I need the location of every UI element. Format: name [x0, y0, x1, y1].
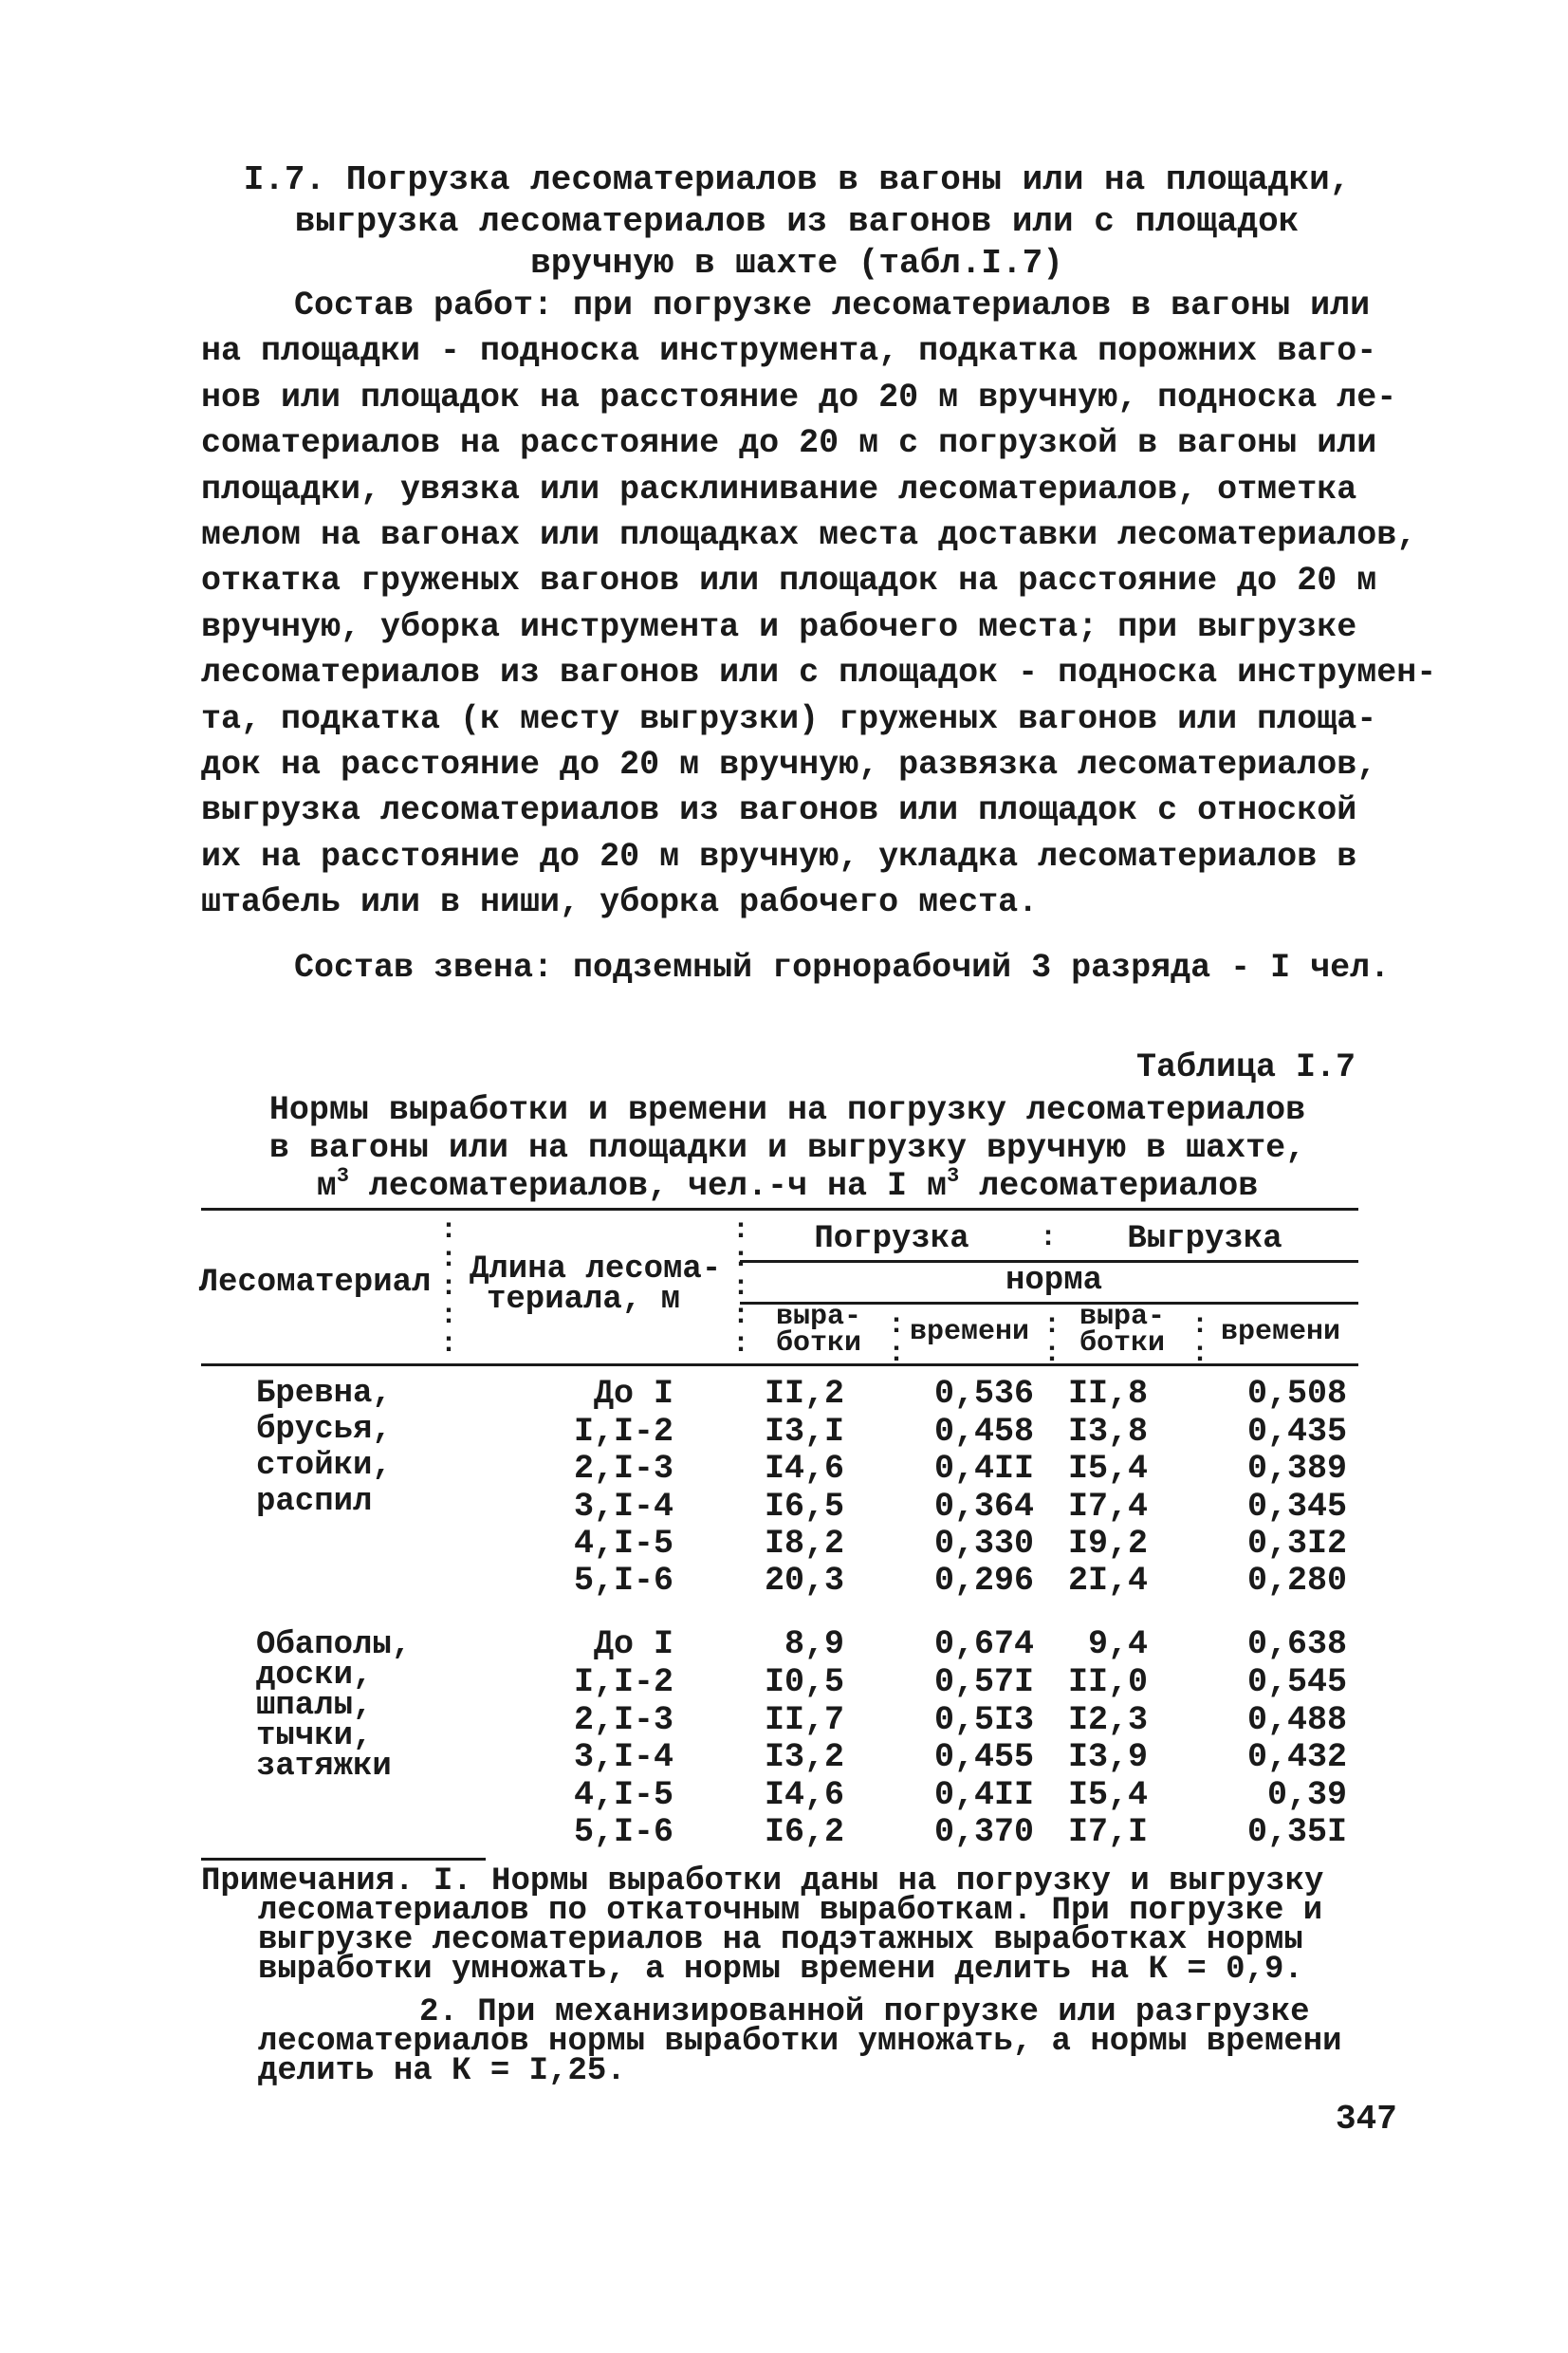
paragraph-line: Состав работ: при погрузке лесоматериалов в вагоны или: [294, 287, 1371, 324]
caption-line: Нормы выработки и времени на погрузку лесоматериалов: [268, 1091, 1306, 1129]
caption-line: в вагоны или на площадки и выгрузку вручную в шахте,: [268, 1129, 1306, 1167]
paragraph-line: нов или площадок на расстояние до 20 м вручную, подноска ле-: [201, 378, 1397, 417]
cell-load-time: 0,296: [933, 1562, 1034, 1600]
table-label: Таблица I.7: [1135, 1048, 1356, 1086]
cell-load-time: 0,536: [933, 1375, 1034, 1413]
header-unload-output: [1053, 1301, 1191, 1360]
cell-load-output: II,7: [764, 1701, 844, 1739]
header-unloading: Выгрузка: [1127, 1221, 1282, 1257]
cell-unload-time: 0,488: [1246, 1701, 1347, 1739]
paragraph-line: та, подкатка (к месту выгрузки) груженых вагонов или площа-: [201, 699, 1377, 738]
cell-length: До I: [593, 1625, 673, 1663]
cell-unload-output: I7,4: [1067, 1488, 1148, 1526]
cell-unload-output: 2I,4: [1067, 1562, 1148, 1600]
table-top-rule: [201, 1208, 1358, 1211]
cell-load-time: 0,5I3: [933, 1701, 1034, 1739]
work-composition-paragraph: [201, 283, 1437, 926]
cell-unload-output: I7,I: [1067, 1813, 1148, 1851]
cell-unload-output: I2,3: [1067, 1701, 1148, 1739]
cell-unload-output: 9,4: [1087, 1625, 1148, 1663]
cell-load-output: II,2: [764, 1375, 844, 1413]
cell-load-output: I4,6: [764, 1776, 844, 1814]
cell-load-output: I8,2: [764, 1525, 844, 1563]
header-output-line: ботки: [1079, 1327, 1165, 1360]
cell-length: 5,I-6: [573, 1813, 673, 1851]
material-group-logs: [256, 1376, 392, 1520]
cell-unload-time: 0,39: [1266, 1776, 1347, 1814]
cell-load-time: 0,57I: [933, 1663, 1034, 1701]
header-separator: :: [1040, 1222, 1058, 1254]
cell-unload-output: I3,8: [1067, 1413, 1148, 1451]
header-load-time: времени: [909, 1316, 1030, 1348]
header-norm: норма: [1005, 1263, 1103, 1299]
notes-separator: [201, 1858, 486, 1861]
header-load-output: [749, 1301, 888, 1360]
note-line: лесоматериалов по откаточным выработкам. При погрузке и: [258, 1893, 1323, 1929]
cell-load-output: I6,5: [764, 1488, 844, 1526]
section-title-line: выгрузка лесоматериалов из вагонов или с площадок: [294, 202, 1300, 241]
material-line: шпалы,: [256, 1688, 373, 1724]
cell-unload-time: 0,432: [1246, 1738, 1347, 1776]
material-line: брусья,: [256, 1412, 392, 1448]
cell-length: 4,I-5: [573, 1776, 673, 1814]
caption-superscript: 3: [336, 1164, 349, 1188]
paragraph-line: док на расстояние до 20 м вручную, развязка лесоматериалов,: [201, 746, 1377, 785]
cell-unload-time: 0,35I: [1246, 1813, 1347, 1851]
header-separator: : :: [1191, 1309, 1209, 1370]
note-line: делить на К = I,25.: [258, 2053, 626, 2089]
paragraph-line: откатка груженых вагонов или площадок на расстояние до 20 м: [201, 562, 1377, 601]
cell-length: До I: [593, 1375, 673, 1413]
header-separator: : : : : :: [732, 1214, 750, 1361]
cell-unload-time: 0,508: [1246, 1375, 1347, 1413]
caption-unit: м: [316, 1167, 337, 1205]
material-line: доски,: [256, 1658, 373, 1694]
cell-load-time: 0,364: [933, 1488, 1034, 1526]
material-line: распил: [256, 1484, 373, 1520]
paragraph-line: площадки, увязка или расклинивание лесоматериалов, отметка: [201, 470, 1357, 509]
material-line: затяжки: [256, 1749, 392, 1785]
caption-line: [218, 1164, 1356, 1205]
cell-unload-output: I9,2: [1067, 1525, 1148, 1563]
cell-unload-output: I5,4: [1067, 1776, 1148, 1814]
cell-load-time: 0,330: [933, 1525, 1034, 1563]
paragraph-line: мелом на вагонах или площадках места доставки лесоматериалов,: [201, 516, 1417, 555]
cell-unload-time: 0,3I2: [1246, 1525, 1347, 1563]
cell-unload-time: 0,638: [1246, 1625, 1347, 1663]
cell-length: 3,I-4: [573, 1738, 673, 1776]
cell-length: 2,I-3: [573, 1701, 673, 1739]
table-notes: [201, 1863, 1358, 2089]
material-line: Обаполы,: [256, 1627, 412, 1663]
paragraph-line: их на расстояние до 20 м вручную, укладка лесоматериалов в: [201, 837, 1357, 876]
header-unload-time: времени: [1220, 1316, 1341, 1348]
material-line: Бревна,: [256, 1376, 392, 1412]
paragraph-line: штабель или в ниши, уборка рабочего места.: [201, 883, 1039, 922]
cell-unload-time: 0,545: [1246, 1663, 1347, 1701]
caption-superscript: 3: [947, 1164, 960, 1188]
paragraph-line: соматериалов на расстояние до 20 м с погрузкой в вагоны или: [201, 424, 1377, 463]
header-separator: : : : : :: [440, 1214, 458, 1361]
cell-load-output: 8,9: [784, 1625, 844, 1663]
header-length: [470, 1251, 737, 1318]
caption-text: лесоматериалов: [959, 1167, 1259, 1205]
header-output-line: ботки: [775, 1327, 861, 1360]
material-line: стойки,: [256, 1448, 392, 1484]
cell-load-time: 0,458: [933, 1413, 1034, 1451]
paragraph-line: на площадки - подноска инструмента, подкатка порожних ваго-: [201, 332, 1377, 371]
header-loading: Погрузка: [814, 1221, 969, 1257]
cell-load-output: I3,2: [764, 1738, 844, 1776]
cell-length: I,I-2: [573, 1663, 673, 1701]
header-length-line: териала, м: [487, 1282, 681, 1318]
cell-unload-output: II,8: [1067, 1375, 1148, 1413]
note-line: Примечания. I. Нормы выработки даны на погрузку и выгрузку: [201, 1863, 1324, 1899]
page-number: 347: [1336, 2100, 1397, 2139]
cell-length: 3,I-4: [573, 1488, 673, 1526]
cell-load-output: I3,I: [764, 1413, 844, 1451]
cell-load-time: 0,4II: [933, 1450, 1034, 1488]
note-line: 2. При механизированной погрузке или разгрузке: [419, 1994, 1310, 2030]
header-length-line: Длина лесома-: [470, 1251, 722, 1288]
material-group-boards: [256, 1627, 412, 1785]
cell-load-output: I4,6: [764, 1450, 844, 1488]
caption-text: лесоматериалов, чел.-ч на I м: [348, 1167, 948, 1205]
cell-length: I,I-2: [573, 1413, 673, 1451]
header-bottom-rule: [201, 1363, 1358, 1366]
header-output-line: выра-: [775, 1301, 861, 1333]
cell-length: 4,I-5: [573, 1525, 673, 1563]
cell-load-time: 0,370: [933, 1813, 1034, 1851]
cell-unload-output: I3,9: [1067, 1738, 1148, 1776]
cell-load-time: 0,4II: [933, 1776, 1034, 1814]
header-separator: : :: [1043, 1309, 1061, 1370]
header-output-line: выра-: [1079, 1301, 1165, 1333]
paragraph-line: выгрузка лесоматериалов из вагонов или площадок с отноской: [201, 791, 1357, 830]
paragraph-line: лесоматериалов из вагонов или с площадок - подноска инструмен-: [201, 654, 1437, 693]
cell-load-time: 0,674: [933, 1625, 1034, 1663]
cell-load-output: I0,5: [764, 1663, 844, 1701]
header-separator: : :: [888, 1309, 906, 1370]
cell-load-output: I6,2: [764, 1813, 844, 1851]
material-line: тычки,: [256, 1718, 373, 1754]
note-line: лесоматериалов нормы выработки умножать, а нормы времени: [258, 2024, 1342, 2060]
section-title-line: вручную в шахте (табл.I.7): [530, 244, 1063, 283]
cell-load-output: 20,3: [764, 1562, 844, 1600]
note-line: выгрузке лесоматериалов на подэтажных выработках нормы: [258, 1922, 1303, 1958]
section-title: [218, 159, 1375, 285]
note-line: выработки умножать, а нормы времени делить на К = 0,9.: [258, 1952, 1303, 1988]
crew-composition: Состав звена: подземный горнорабочий 3 разряда - I чел.: [294, 949, 1391, 987]
cell-load-time: 0,455: [933, 1738, 1034, 1776]
cell-unload-output: II,0: [1067, 1663, 1148, 1701]
cell-unload-time: 0,345: [1246, 1488, 1347, 1526]
cell-length: 5,I-6: [573, 1562, 673, 1600]
paragraph-line: вручную, уборка инструмента и рабочего места; при выгрузке: [201, 607, 1357, 646]
cell-unload-time: 0,389: [1246, 1450, 1347, 1488]
cell-unload-time: 0,280: [1246, 1562, 1347, 1600]
section-title-line: I.7. Погрузка лесоматериалов в вагоны или на площадки,: [243, 160, 1351, 199]
table-caption: [218, 1091, 1356, 1205]
cell-length: 2,I-3: [573, 1450, 673, 1488]
cell-unload-output: I5,4: [1067, 1450, 1148, 1488]
cell-unload-time: 0,435: [1246, 1413, 1347, 1451]
header-material: Лесоматериал: [198, 1265, 432, 1301]
